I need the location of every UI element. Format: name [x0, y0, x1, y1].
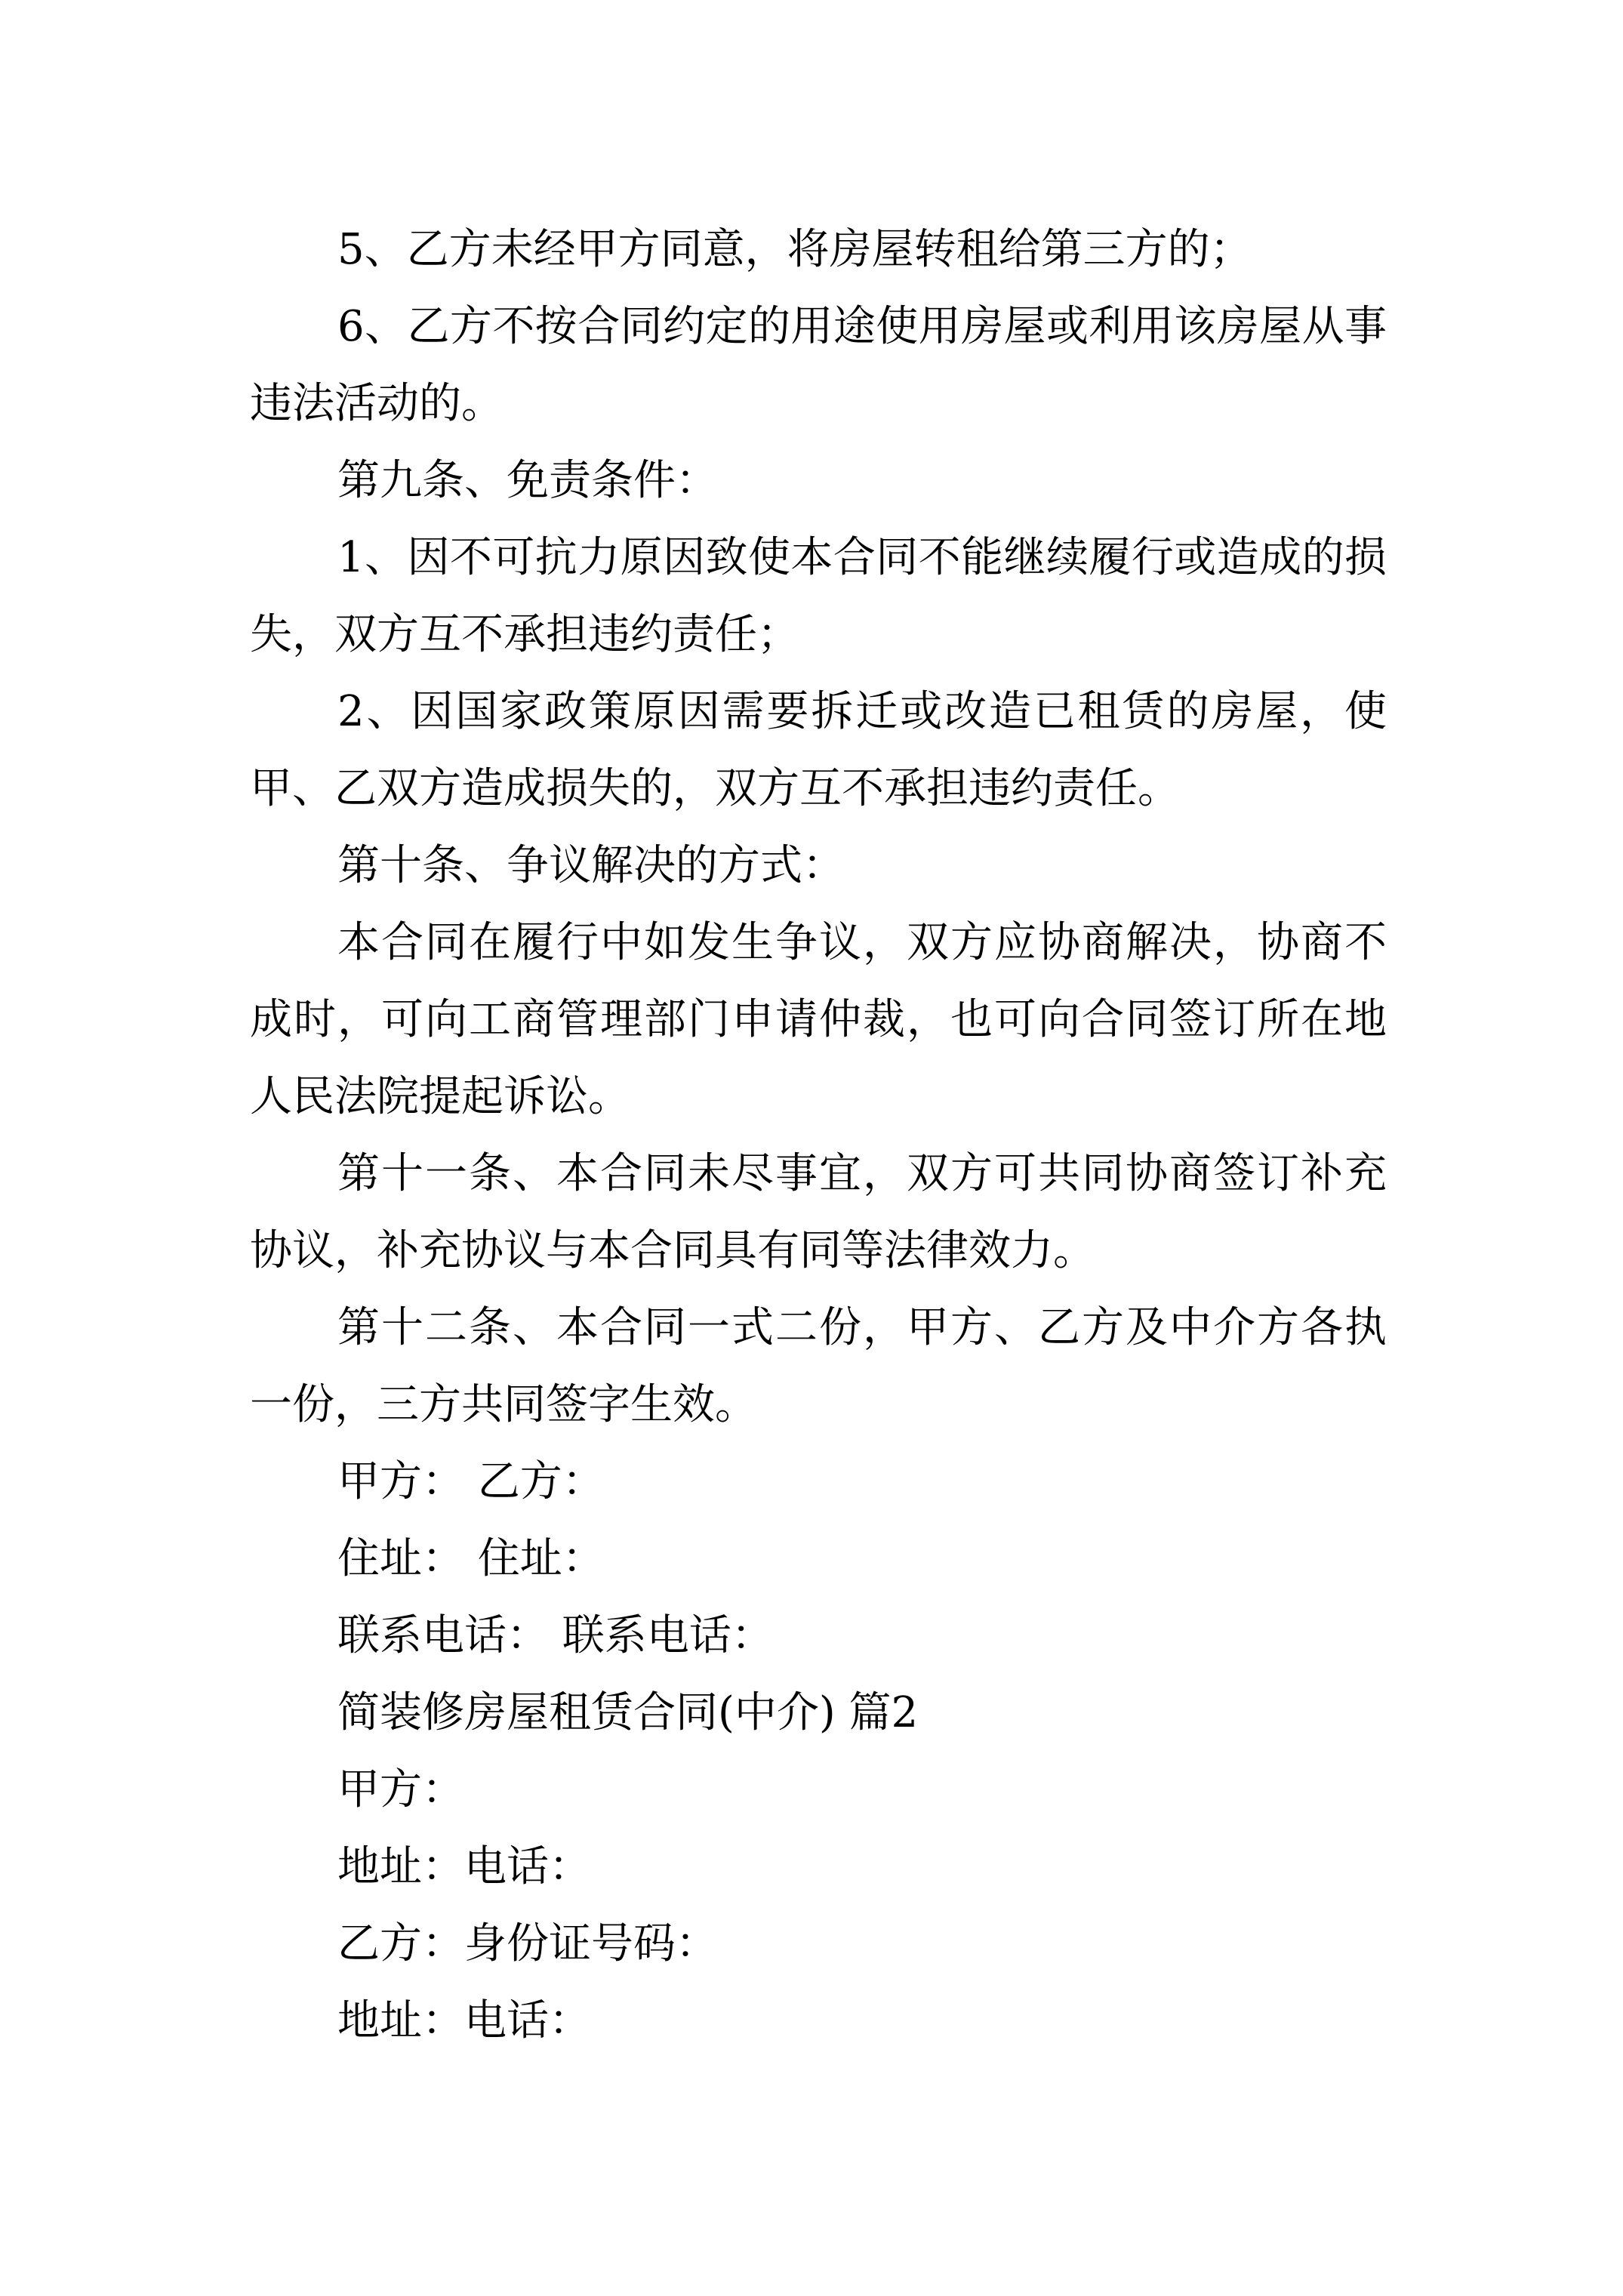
signature-addresses: 住址： 住址：: [337, 1534, 605, 1583]
party-a-line: 甲方：: [337, 1765, 464, 1814]
signature-phones: 联系电话： 联系电话：: [337, 1611, 774, 1660]
paragraph-exemption-2: 2、因国家政策原因需要拆迁或改造已租赁的房屋，使甲、乙双方造成损失的，双方互不承担违约责任。: [250, 687, 1387, 813]
party-b-line: 乙方：身份证号码：: [337, 1919, 718, 1968]
party-b-address-line: 地址：电话：: [337, 1996, 591, 2045]
section-title-2: 简装修房屋租赁合同(中介) 篇2: [337, 1688, 919, 1737]
article-11: 第十一条、本合同未尽事宜，双方可共同协商签订补充协议，补充协议与本合同具有同等法律效力。: [250, 1149, 1387, 1275]
document-body: [250, 211, 1387, 2060]
paragraph-clause-6: 6、乙方不按合同约定的用途使用房屋或利用该房屋从事违法活动的。: [250, 302, 1387, 428]
paragraph-exemption-1: 1、因不可抗力原因致使本合同不能继续履行或造成的损失，双方互不承担违约责任；: [250, 533, 1387, 659]
signature-parties: 甲方： 乙方：: [337, 1457, 605, 1506]
paragraph-dispute-resolution: 本合同在履行中如发生争议，双方应协商解决，协商不成时，可向工商管理部门申请仲裁，也可向合同签订所在地人民法院提起诉讼。: [250, 918, 1387, 1121]
article-12: 第十二条、本合同一式二份，甲方、乙方及中介方各执一份，三方共同签字生效。: [250, 1303, 1387, 1429]
party-a-address-line: 地址：电话：: [337, 1842, 591, 1891]
article-9-heading: 第九条、免责条件：: [337, 456, 718, 505]
paragraph-clause-5: 5、乙方未经甲方同意，将房屋转租给第三方的；: [337, 225, 1252, 274]
article-10-heading: 第十条、争议解决的方式：: [337, 841, 845, 890]
